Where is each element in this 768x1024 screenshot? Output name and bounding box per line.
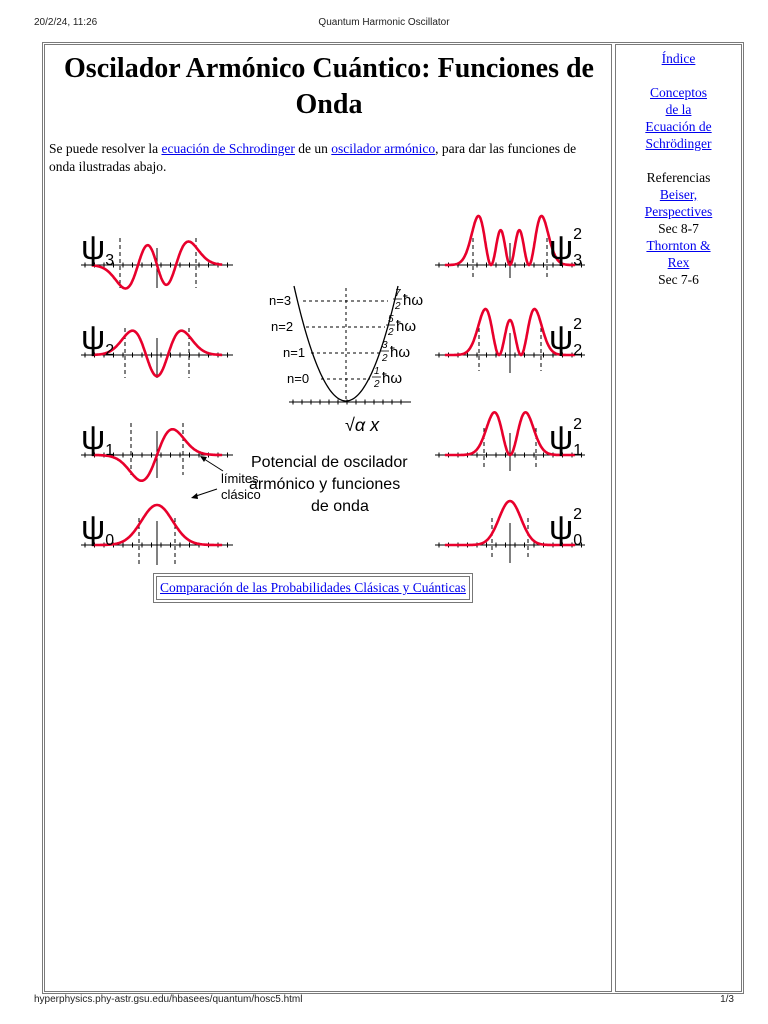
- psi0-squared-label: ψ02: [549, 506, 583, 549]
- axis-label-sqrt-alpha-x: √α x: [345, 415, 380, 435]
- right-ticks: [439, 263, 582, 548]
- figure-caption: [249, 454, 408, 515]
- concepts-line-2: de la: [665, 102, 692, 117]
- energy-frac-5-num: 5: [388, 314, 394, 325]
- psi2-squared-label: ψ22: [549, 316, 583, 359]
- caption-line-1: Potencial de oscilador: [251, 454, 408, 471]
- energy-frac-1-den: 2: [374, 379, 380, 390]
- page-title: Oscilador Armónico Cuántico: Funciones de Onda: [64, 53, 594, 120]
- print-url: hyperphysics.phy-astr.gsu.edu/hbasees/quantum/hosc5.html: [34, 994, 303, 1005]
- comparison-box: [153, 573, 473, 603]
- print-page-title: Quantum Harmonic Oscillator: [318, 17, 450, 28]
- print-date: 20/2/24, 11:26: [34, 17, 98, 28]
- psi1-squared-label: ψ12: [549, 416, 583, 459]
- level-n2: n=2: [271, 319, 294, 334]
- energy-hw-3: ħω: [403, 292, 424, 309]
- intro-text-3: , para dar las funciones de onda ilustradas abajo.: [49, 141, 577, 174]
- main-cell: [44, 44, 612, 992]
- caption-line-3: de onda: [311, 498, 369, 515]
- limits-label-1: límites: [221, 471, 259, 486]
- schrodinger-equation-link[interactable]: ecuación de Schrodinger: [161, 141, 295, 156]
- psi2-label: ψ2: [81, 319, 115, 359]
- psi1-label: ψ1: [81, 419, 115, 459]
- energy-frac-7-den: 2: [395, 301, 401, 312]
- intro-paragraph: [49, 140, 584, 176]
- energy-hw-1: ħω: [390, 344, 411, 361]
- psi0-label: ψ0: [81, 509, 115, 549]
- psi3-label: ψ3: [81, 229, 115, 269]
- thornton-line-2: Rex: [667, 255, 690, 270]
- concepts-line-4: Schrödinger: [645, 136, 712, 151]
- energy-hw-0: ħω: [382, 370, 403, 387]
- energy-frac-5-den: 2: [388, 327, 394, 338]
- energy-frac-7-num: 7: [395, 288, 401, 299]
- left-psi-labels: [81, 229, 114, 549]
- sidebar: [615, 44, 742, 992]
- level-energies: [372, 288, 423, 390]
- beiser-section: Sec 8-7: [658, 221, 699, 236]
- harmonic-oscillator-link[interactable]: oscilador armónico: [331, 141, 436, 156]
- caption-line-2: armónico y funciones: [249, 476, 401, 493]
- level-n0: n=0: [287, 371, 310, 386]
- level-n1: n=1: [283, 345, 306, 360]
- thornton-line-1: Thornton &: [646, 238, 711, 253]
- intro-text-2: de un: [294, 141, 332, 156]
- intro-text-1: Se puede resolver la: [49, 141, 162, 156]
- right-psi-squared-labels: [549, 226, 582, 549]
- concepts-line-3: Ecuación de: [645, 119, 712, 134]
- comparison-box-inner: [156, 576, 470, 600]
- print-page-number: 1/3: [720, 994, 734, 1005]
- concepts-line-1: Conceptos: [650, 85, 707, 100]
- energy-hw-2: ħω: [396, 318, 417, 335]
- thornton-section: Sec 7-6: [658, 272, 699, 287]
- beiser-line-2: Perspectives: [644, 204, 713, 219]
- sidebar-concepts-link[interactable]: [616, 84, 741, 152]
- beiser-line-1: Beiser,: [659, 187, 698, 202]
- references-heading: Referencias: [646, 170, 711, 185]
- energy-frac-3-den: 2: [382, 353, 388, 364]
- limits-label-2: clásico: [221, 487, 261, 502]
- energy-frac-3-num: 3: [382, 340, 388, 351]
- wavefunction-figure: [73, 193, 593, 603]
- level-labels: [269, 293, 309, 386]
- beiser-reference-link[interactable]: [616, 186, 741, 220]
- sidebar-index-link[interactable]: Índice: [661, 51, 696, 66]
- psi3-squared-label: ψ32: [549, 226, 583, 269]
- classical-quantum-comparison-link[interactable]: Comparación de las Probabilidades Clásicas y Cuánticas: [160, 580, 466, 595]
- level-n3: n=3: [269, 293, 292, 308]
- potential-diagram: [249, 286, 423, 515]
- thornton-reference-link[interactable]: [616, 237, 741, 271]
- energy-frac-1-num: 1: [374, 366, 380, 377]
